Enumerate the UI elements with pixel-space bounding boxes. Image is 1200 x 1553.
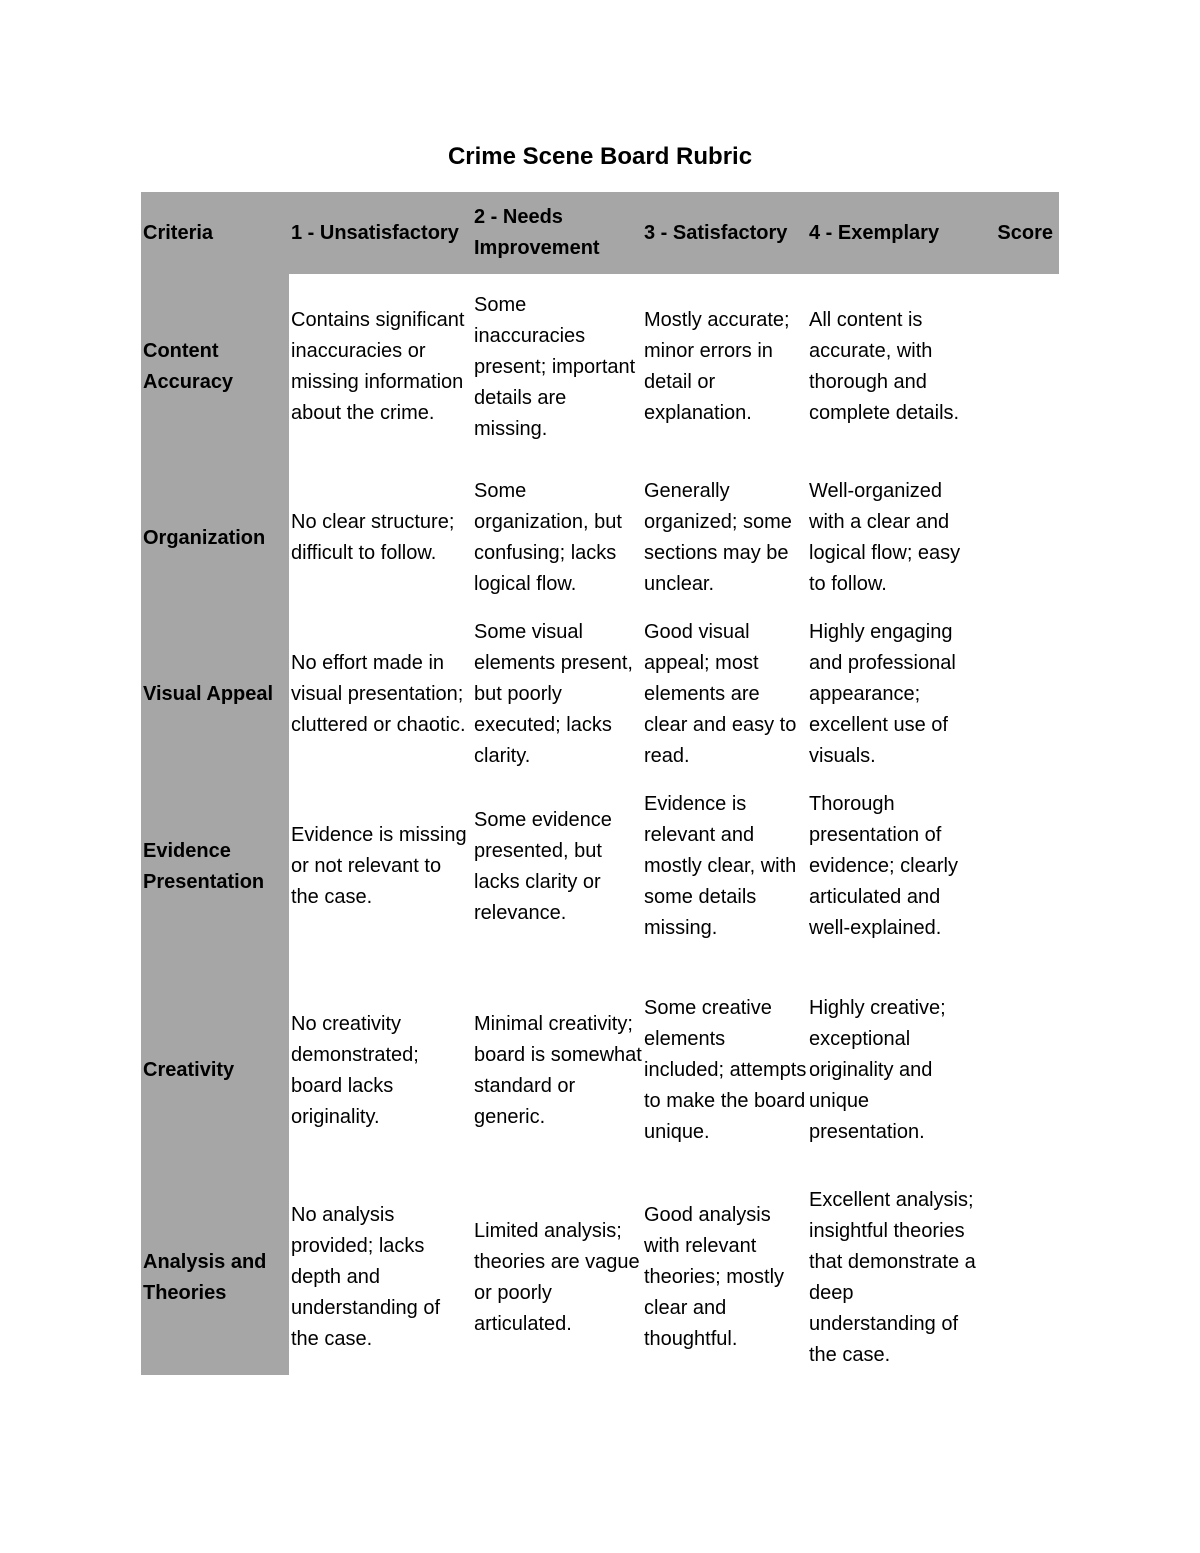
table-row	[141, 772, 1059, 961]
cell-level-3: Good analysis with relevant theories; mostly clear and thoughtful.	[642, 1180, 807, 1375]
table-row	[141, 1180, 1059, 1375]
page-title: Crime Scene Board Rubric	[447, 143, 753, 170]
cell-level-1: Evidence is missing or not relevant to the case.	[289, 772, 472, 961]
row-criteria: Visual Appeal	[141, 616, 289, 772]
cell-level-2: Minimal creativity; board is somewhat standard or generic.	[472, 961, 642, 1180]
table-row	[141, 460, 1059, 616]
cell-level-1: No effort made in visual presentation; cluttered or chaotic.	[289, 616, 472, 772]
table-row	[141, 274, 1059, 460]
header-level-4: 4 - Exemplary	[807, 192, 982, 274]
cell-score	[982, 274, 1059, 460]
cell-level-4: Highly creative; exceptional originality and unique presentation.	[807, 961, 982, 1180]
cell-level-2: Some evidence presented, but lacks clarity or relevance.	[472, 772, 642, 961]
cell-level-3: Some creative elements included; attempts to make the board unique.	[642, 961, 807, 1180]
cell-level-2: Some visual elements present, but poorly executed; lacks clarity.	[472, 616, 642, 772]
header-level-1: 1 - Unsatisfactory	[289, 192, 472, 274]
cell-score	[982, 616, 1059, 772]
cell-level-4: All content is accurate, with thorough and complete details.	[807, 274, 982, 460]
table-row	[141, 961, 1059, 1180]
header-row	[141, 192, 1059, 274]
row-criteria: Evidence Presentation	[141, 772, 289, 961]
cell-level-4: Thorough presentation of evidence; clearly articulated and well-explained.	[807, 772, 982, 961]
cell-level-1: No creativity demonstrated; board lacks originality.	[289, 961, 472, 1180]
cell-score	[982, 961, 1059, 1180]
cell-score	[982, 772, 1059, 961]
cell-level-3: Generally organized; some sections may be unclear.	[642, 460, 807, 616]
row-criteria: Analysis and Theories	[141, 1180, 289, 1375]
cell-level-2: Some inaccuracies present; important details are missing.	[472, 274, 642, 460]
row-criteria: Creativity	[141, 961, 289, 1180]
header-level-3: 3 - Satisfactory	[642, 192, 807, 274]
row-criteria: Content Accuracy	[141, 274, 289, 460]
cell-level-3: Evidence is relevant and mostly clear, with some details missing.	[642, 772, 807, 961]
cell-level-2: Limited analysis; theories are vague or poorly articulated.	[472, 1180, 642, 1375]
header-level-2: 2 - Needs Improvement	[472, 192, 642, 274]
cell-level-1: Contains significant inaccuracies or missing information about the crime.	[289, 274, 472, 460]
rubric-table	[141, 192, 1059, 1375]
cell-level-1: No analysis provided; lacks depth and understanding of the case.	[289, 1180, 472, 1375]
cell-level-3: Good visual appeal; most elements are clear and easy to read.	[642, 616, 807, 772]
header-score: Score	[982, 192, 1059, 274]
table-row	[141, 616, 1059, 772]
cell-level-1: No clear structure; difficult to follow.	[289, 460, 472, 616]
header-criteria: Criteria	[141, 192, 289, 274]
cell-level-4: Highly engaging and professional appearance; excellent use of visuals.	[807, 616, 982, 772]
cell-level-2: Some organization, but confusing; lacks logical flow.	[472, 460, 642, 616]
cell-score	[982, 1180, 1059, 1375]
row-criteria: Organization	[141, 460, 289, 616]
cell-level-4: Well-organized with a clear and logical flow; easy to follow.	[807, 460, 982, 616]
cell-level-3: Mostly accurate; minor errors in detail or explanation.	[642, 274, 807, 460]
cell-level-4: Excellent analysis; insightful theories that demonstrate a deep understanding of the case.	[807, 1180, 982, 1375]
cell-score	[982, 460, 1059, 616]
